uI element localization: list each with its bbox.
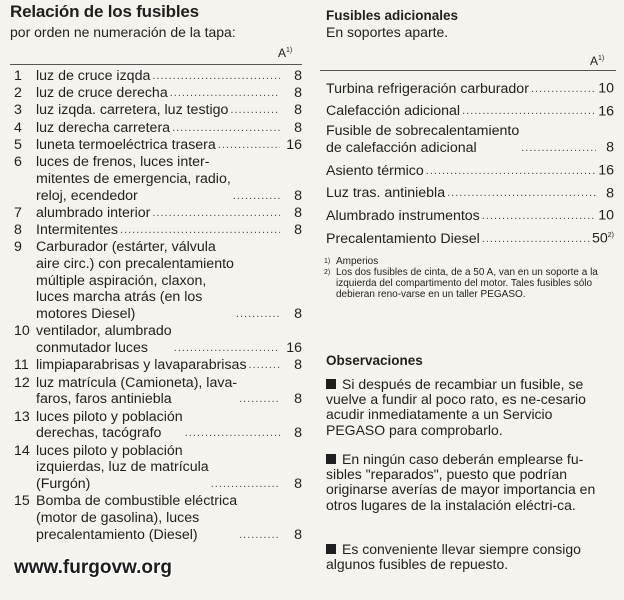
additional-section-subtitle: En soportes aparte. (326, 24, 449, 40)
fuse-amperage: 16 (286, 136, 302, 153)
footnote-key: 2) (324, 269, 331, 276)
leader-dots (531, 81, 596, 98)
fuse-row (326, 228, 614, 247)
fuse-row (10, 323, 302, 357)
fuse-row (10, 120, 302, 137)
fuse-description: Carburador (estárter, válvula aire circ.) con precalentamiento múltiple aspiración, claxon, luces marcha atrás (en los motores Diesel) (36, 239, 234, 323)
leader-dots (152, 68, 280, 85)
fuse-number: 5 (14, 136, 22, 153)
fuse-row (10, 493, 302, 543)
fuse-number: 13 (14, 408, 30, 425)
fuse-row (10, 85, 302, 102)
fuse-description: luneta termoeléctrica trasera (36, 136, 216, 153)
fuse-number: 14 (14, 442, 30, 459)
fuse-amperage: 8 (294, 204, 302, 221)
leader-dots (447, 185, 596, 202)
watermark: www.furgovw.org (14, 557, 172, 578)
fuse-description: luz izqda. carretera, luz testigo (36, 102, 229, 119)
fuse-number: 15 (14, 493, 30, 510)
amp-column-header (590, 54, 604, 68)
fuse-amperage (598, 137, 614, 156)
amp-header-text: A (590, 54, 599, 68)
leader-dots (249, 357, 280, 374)
footnote (324, 256, 614, 267)
fuse-amperage: 16 (286, 340, 302, 357)
fuse-amperage: 8 (294, 102, 302, 119)
amperage-value: 16 (598, 162, 614, 179)
leader-dots (482, 208, 596, 225)
fuse-row (10, 137, 302, 154)
observation-item (326, 452, 614, 513)
fuse-amperage: 8 (294, 68, 302, 84)
fuse-description: luces de frenos, luces inter- mitentes de emergencia, radio, reloj, ecendedor (36, 153, 231, 204)
fuse-row (326, 183, 614, 202)
amp-header-footnote: 1) (286, 47, 293, 54)
footnote (324, 267, 614, 300)
fuse-amperage (592, 228, 614, 247)
fuse-description: limpiaparabrisas y lavaparabrisas (36, 357, 247, 374)
fuse-description: Bomba de combustible eléctrica (motor de gasolina), luces precalentamiento (Diesel) (36, 493, 238, 543)
fuse-description: Precalentamiento Diesel (326, 230, 480, 247)
amp-column-header (278, 46, 292, 60)
fuse-description: luz derecha carretera (36, 119, 171, 136)
additional-fuse-list (326, 78, 614, 251)
fuse-row (10, 239, 302, 323)
observation-text: Es conveniente llevar siempre consigo algunos fusibles de repuesto. (326, 541, 581, 573)
fuse-row (10, 154, 302, 204)
section-title: Relación de los fusibles (10, 2, 199, 21)
fuse-amperage (598, 78, 614, 97)
fuse-row (326, 101, 614, 120)
fuse-amperage: 8 (294, 85, 302, 102)
observation-item (326, 377, 614, 438)
fuse-number: 7 (14, 204, 22, 221)
leader-dots (239, 527, 280, 544)
fuse-description: luz matrícula (Camioneta), lava- faros, faros antiniebla (36, 374, 238, 408)
leader-dots (239, 391, 280, 408)
leader-dots (233, 188, 280, 205)
fuse-description: luz de cruce derecha (36, 85, 168, 102)
observation-item (326, 542, 614, 572)
leader-dots (120, 222, 280, 239)
header-rule (320, 70, 616, 71)
amperage-footnote: 2) (607, 232, 614, 240)
fuse-row (10, 68, 302, 85)
leader-dots (185, 425, 280, 442)
amperage-value: 8 (606, 185, 614, 202)
leader-dots (426, 163, 596, 180)
amperage-value: 10 (598, 80, 614, 97)
leader-dots (170, 85, 280, 102)
observations-title: Observaciones (326, 353, 423, 368)
amperage-value: 8 (606, 139, 614, 156)
fuse-row (10, 357, 302, 374)
leader-dots (174, 340, 280, 357)
fuse-row (326, 205, 614, 224)
fuse-description: luz de cruce izqda (36, 68, 151, 84)
fuse-amperage: 8 (294, 357, 302, 374)
fuse-amperage: 8 (294, 119, 302, 136)
fuse-number: 4 (14, 119, 22, 136)
fuse-number: 9 (14, 239, 22, 256)
fuse-description: luces piloto y población derechas, tacógrafo (36, 408, 183, 442)
leader-dots (211, 476, 280, 493)
leader-dots (218, 137, 280, 154)
fuse-number: 2 (14, 85, 22, 102)
fuse-amperage: 8 (294, 306, 302, 323)
fuse-row (10, 222, 302, 239)
fuse-description: Luz tras. antiniebla (326, 185, 446, 202)
fuse-row (10, 409, 302, 443)
fuse-number: 6 (14, 153, 22, 170)
fuse-number: 10 (14, 323, 30, 340)
header-rule (10, 64, 302, 65)
observation-text: En ningún caso deberán emplearse fu-sibles "reparados", puesto que podrían originarse averías de mayor importancia en otros lugares de la instalación eléctri-ca. (326, 451, 596, 513)
footnotes (324, 256, 614, 300)
fuse-description: Calefacción adicional (326, 103, 461, 120)
leader-dots (152, 205, 280, 222)
fuse-amperage (598, 101, 614, 120)
footnote-key: 1) (324, 258, 331, 265)
amp-header-text: A (278, 46, 287, 60)
leader-dots (230, 102, 280, 119)
leader-dots (482, 231, 590, 248)
leader-dots (236, 306, 280, 323)
fuse-description: Alumbrado instrumentos (326, 208, 480, 225)
fuse-amperage: 8 (294, 476, 302, 493)
square-bullet-icon (326, 379, 336, 389)
leader-dots (462, 103, 596, 120)
leader-dots (521, 140, 596, 157)
observation-text: Si después de recambiar un fusible, se vuelve a fundir al poco rato, es ne-cesario acudir inmediatamente a un Servicio PEGASO para comprobarlo. (326, 376, 586, 438)
fuse-description: Fusible de sobrecalentamiento de calefacción adicional (326, 123, 520, 156)
fuse-row (10, 375, 302, 409)
amperage-value: 16 (598, 103, 614, 120)
fuse-amperage: 8 (294, 187, 302, 204)
fuse-description: luces piloto y población izquierdas, luz de matrícula (Furgón) (36, 442, 209, 493)
fuse-row (10, 443, 302, 493)
fuse-row (10, 205, 302, 222)
fuse-row (326, 160, 614, 179)
fuse-list (10, 68, 302, 544)
footnote-text: Amperios (336, 256, 379, 267)
fuse-row (326, 123, 614, 156)
fuse-description: Asiento térmico (326, 162, 424, 179)
fuse-number: 8 (14, 221, 22, 238)
fuse-number: 1 (14, 68, 22, 84)
fuse-amperage: 8 (294, 526, 302, 543)
fuse-number: 12 (14, 374, 30, 391)
fuse-number: 11 (14, 357, 29, 374)
additional-section-title: Fusibles adicionales (326, 8, 459, 23)
amperage-value: 10 (598, 208, 614, 225)
fuse-row (326, 78, 614, 97)
square-bullet-icon (326, 544, 336, 554)
fuse-amperage: 8 (294, 221, 302, 238)
footnote-text: Los dos fusibles de cinta, de a 50 A, van en un soporte a la izquierda del compartimento del motor. Tales fusibles sólo debieran reno-varse en un taller PEGASO. (336, 267, 598, 300)
amp-header-footnote: 1) (598, 55, 605, 62)
leader-dots (172, 120, 280, 137)
amperage-value: 50 (591, 230, 608, 247)
fuse-row (10, 102, 302, 119)
fuse-number: 3 (14, 102, 22, 119)
fuse-description: alumbrado interior (36, 204, 151, 221)
fuse-description: Intermitentes (36, 221, 119, 238)
fuse-amperage (598, 205, 614, 224)
section-subtitle: por orden ne numeración de la tapa: (10, 24, 236, 40)
fuse-description: Turbina refrigeración carburador (326, 80, 529, 97)
fuse-amperage: 8 (294, 425, 302, 442)
fuse-amperage (598, 183, 614, 202)
fuse-description: ventilador, alumbrado conmutador luces (36, 323, 172, 357)
square-bullet-icon (326, 454, 336, 464)
fuse-amperage: 8 (294, 391, 302, 408)
fuse-amperage (598, 160, 614, 179)
